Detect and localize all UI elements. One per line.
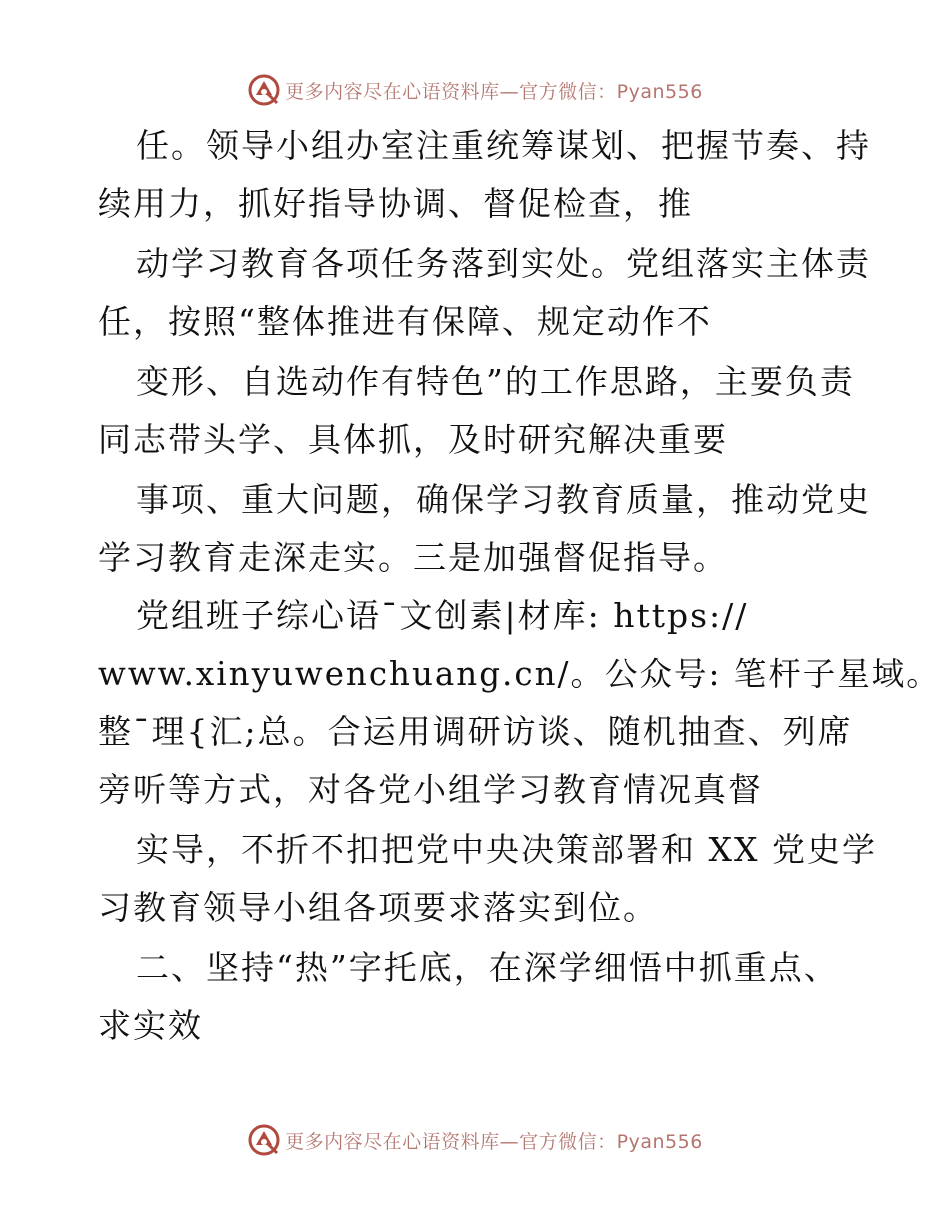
body-line: 学习教育走深走实。三是加强督促指导。 (98, 538, 728, 577)
body-line: 动学习教育各项任务落到实处。党组落实主体责 (136, 244, 871, 283)
body-line: 实导，不折不扣把党中央决策部署和 XX 党史学 (136, 830, 877, 869)
body-line: 党组班子综心语¯文创素|材库: https:// (136, 596, 749, 635)
footer-watermark (0, 1120, 950, 1160)
body-line: 习教育领导小组各项要求落实到位。 (98, 888, 658, 927)
body-line: 变形、自选动作有特色”的工作思路，主要负责 (136, 362, 855, 401)
body-line: 二、坚持“热”字托底，在深学细悟中抓重点、 (136, 948, 839, 987)
brand (247, 73, 703, 107)
body-line: 任。领导小组办室注重统筹谋划、把握节奏、持 (136, 126, 871, 165)
body-line: 同志带头学、具体抓，及时研究解决重要 (98, 420, 728, 459)
brand-logo-icon (247, 1123, 281, 1157)
body-line: 整¯理{汇;总。合运用调研访谈、随机抽查、列席 (98, 712, 853, 751)
body-line: 任，按照“整体推进有保障、规定动作不 (98, 302, 712, 341)
footer-watermark-text: 更多内容尽在心语资料库—官方微信：Pyan556 (285, 1130, 703, 1153)
header-watermark-text: 更多内容尽在心语资料库—官方微信：Pyan556 (285, 80, 703, 103)
brand-logo-icon (247, 73, 281, 107)
body-line: 续用力，抓好指导协调、督促检查，推 (98, 184, 693, 223)
brand (247, 1123, 703, 1157)
body-line: 求实效 (98, 1006, 203, 1045)
body-line: 旁听等方式，对各党小组学习教育情况真督 (98, 770, 763, 809)
body-line: www.xinyuwenchuang.cn/。公众号: 笔杆子星域。 (98, 655, 941, 693)
body-line: 事项、重大问题，确保学习教育质量，推动党史 (136, 480, 871, 519)
header-watermark (0, 70, 950, 110)
